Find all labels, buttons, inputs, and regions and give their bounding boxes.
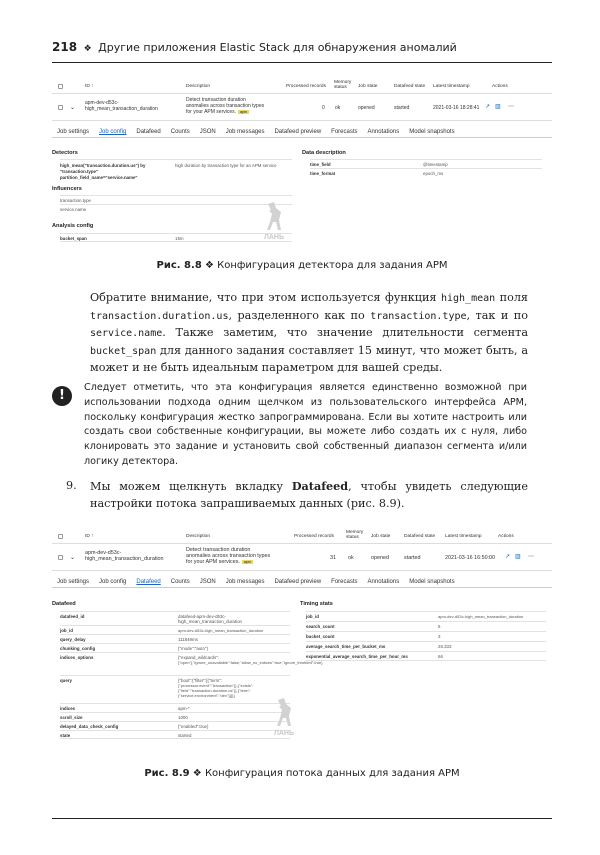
tab-job-messages[interactable]: Job messages bbox=[225, 579, 265, 585]
processed-records: 0 bbox=[322, 105, 325, 111]
analysis-config-title: Analysis config bbox=[52, 223, 94, 229]
datafeed-value: 1000 bbox=[178, 715, 188, 720]
data-desc-key: time_field bbox=[310, 162, 331, 167]
latest-timestamp: 2021-03-16 16:50:00 bbox=[445, 555, 496, 561]
data-desc-value: @timestamp bbox=[423, 162, 448, 167]
step-text bbox=[66, 478, 528, 512]
publisher-watermark bbox=[254, 200, 294, 241]
caption-label: Рис. 8.9 bbox=[144, 768, 190, 779]
caption-separator: ❖ bbox=[204, 260, 214, 271]
job-desc-line2: anomalies across transaction types bbox=[186, 553, 271, 559]
datafeed-value: datafeed-apm-dev-d53c- bbox=[178, 614, 227, 619]
analysis-value: 15m bbox=[175, 236, 184, 241]
column-job-state[interactable]: Job state bbox=[371, 534, 391, 539]
column-memory[interactable]: Memory status bbox=[334, 80, 352, 90]
chart-icon[interactable]: ↗ bbox=[485, 104, 491, 110]
datafeed-key: query_delay bbox=[60, 637, 86, 642]
job-desc-line2: anomalies across transaction types bbox=[186, 103, 265, 109]
explorer-icon[interactable]: ▥ bbox=[515, 554, 521, 560]
job-desc-line1: Detect transaction duration bbox=[186, 97, 246, 103]
timing-key: bucket_count bbox=[306, 634, 335, 639]
tab-job-settings[interactable]: Job settings bbox=[57, 579, 90, 585]
processed-records: 31 bbox=[330, 555, 336, 561]
tab-annotations[interactable]: Annotations bbox=[367, 129, 400, 135]
caption-separator: ❖ bbox=[192, 768, 202, 779]
job-state: opened bbox=[371, 555, 389, 561]
explorer-icon[interactable]: ▥ bbox=[495, 104, 501, 110]
para-text: . Также заметим, что значение длительности сегмента bbox=[162, 326, 528, 339]
table-row[interactable] bbox=[52, 95, 552, 121]
tab-json[interactable]: JSON bbox=[199, 129, 216, 135]
running-header bbox=[52, 40, 552, 62]
timing-key: search_count bbox=[306, 624, 335, 629]
chevron-down-icon[interactable]: ⌄ bbox=[70, 105, 76, 111]
deer-logo-icon bbox=[260, 200, 288, 232]
watermark-text: ЛАНЬ bbox=[263, 234, 285, 241]
detector-value: high duration by transaction type for an APM service bbox=[175, 163, 277, 168]
page-number: 218 bbox=[52, 40, 78, 54]
caption-text: Конфигурация потока данных для задания APM bbox=[204, 768, 460, 779]
timing-row bbox=[306, 651, 546, 661]
header-separator: ❖ bbox=[83, 44, 92, 54]
para-text: поля bbox=[495, 291, 528, 304]
datafeed-row bbox=[60, 675, 290, 703]
row-checkbox[interactable] bbox=[58, 105, 63, 110]
column-actions: Actions bbox=[492, 84, 508, 89]
datafeed-value: {"expand_wildcards": bbox=[178, 655, 219, 660]
datafeed-row bbox=[60, 703, 290, 712]
job-id-line2: high_mean_transaction_duration bbox=[85, 106, 158, 112]
job-desc-line1: Detect transaction duration bbox=[186, 547, 251, 553]
datafeed-state: started bbox=[394, 105, 410, 111]
more-actions-icon[interactable]: ⋯ bbox=[508, 104, 514, 110]
column-datafeed-state[interactable]: Datafeed state bbox=[404, 534, 436, 539]
code-inline: high_mean bbox=[440, 293, 496, 304]
datafeed-value: apm-* bbox=[178, 706, 190, 711]
footer-rule bbox=[52, 818, 552, 819]
memory-status: ok bbox=[335, 105, 341, 111]
apm-badge: apm bbox=[243, 560, 251, 564]
figure-8-9-screenshot bbox=[52, 528, 552, 758]
tab-forecasts[interactable]: Forecasts bbox=[331, 129, 358, 135]
figure-8-8-caption bbox=[52, 260, 552, 271]
memory-status: ok bbox=[348, 555, 354, 561]
data-desc-key: time_format bbox=[310, 171, 336, 176]
para-text: , так и по bbox=[466, 308, 528, 322]
column-description[interactable]: Description bbox=[186, 84, 210, 89]
detector-key-2: "transaction.type" bbox=[60, 169, 99, 174]
column-processed[interactable]: Processed records bbox=[294, 534, 334, 539]
figure-8-9-caption bbox=[52, 768, 552, 779]
datafeed-key: chunking_config bbox=[60, 646, 96, 651]
tab-model-snapshots[interactable]: Model snapshots bbox=[409, 129, 455, 135]
column-id[interactable]: ID ↑ bbox=[85, 534, 94, 539]
column-actions: Actions bbox=[498, 534, 514, 539]
tab-datafeed[interactable]: Datafeed bbox=[136, 129, 161, 135]
datafeed-key: job_id bbox=[60, 628, 73, 633]
job-tabs bbox=[52, 576, 552, 588]
latest-timestamp: 2021-03-16 18:28:41 bbox=[433, 105, 480, 111]
timing-value: 6 bbox=[438, 624, 441, 629]
tab-datafeed[interactable]: Datafeed bbox=[136, 579, 161, 585]
data-desc-row bbox=[310, 168, 542, 177]
datafeed-key: indices_options bbox=[60, 655, 94, 660]
jobs-table-header bbox=[52, 528, 552, 544]
code-inline: transaction.type bbox=[370, 310, 467, 322]
deer-logo-icon bbox=[270, 696, 298, 728]
publisher-watermark bbox=[264, 696, 304, 737]
job-id-line2: high_mean_transaction_duration bbox=[85, 556, 164, 562]
para-text: для данного задания составляет 15 минут, что может быть, а может и не быть идеальным параметром для вашей среды. bbox=[90, 343, 528, 374]
datafeed-title: Datafeed bbox=[52, 601, 76, 607]
datafeed-key: state bbox=[60, 733, 71, 738]
datafeed-row bbox=[60, 634, 290, 643]
timing-stats-title: Timing stats bbox=[300, 601, 333, 607]
datafeed-key: scroll_size bbox=[60, 715, 83, 720]
column-latest[interactable]: Latest timestamp bbox=[433, 84, 470, 89]
select-all-checkbox[interactable] bbox=[58, 84, 63, 89]
watermark-text: ЛАНЬ bbox=[273, 730, 295, 737]
tab-model-snapshots[interactable]: Model snapshots bbox=[409, 579, 455, 585]
job-tabs bbox=[52, 126, 552, 138]
datafeed-value-cont: ["open"],"ignore_unavailable":false,"allow_no_indices":true,"ignore_throttled":true} bbox=[178, 660, 323, 665]
column-description[interactable]: Description bbox=[186, 534, 210, 539]
body-paragraph bbox=[90, 290, 528, 377]
datafeed-value: {"mode":"auto"} bbox=[178, 646, 208, 651]
detectors-title: Detectors bbox=[52, 150, 78, 156]
datafeed-value: 111849ms bbox=[178, 637, 198, 642]
desc-line3-text: for your APM services. bbox=[186, 559, 240, 565]
select-all-checkbox[interactable] bbox=[58, 534, 63, 539]
data-desc-value: epoch_ms bbox=[423, 171, 444, 176]
tab-job-config[interactable]: Job config bbox=[99, 129, 127, 135]
timing-key: exponential_average_search_time_per_hour_ms bbox=[306, 654, 408, 659]
datafeed-key: datafeed_id bbox=[60, 614, 85, 619]
job-desc-line3 bbox=[186, 559, 253, 565]
datafeed-row bbox=[60, 652, 323, 675]
header-rule bbox=[52, 62, 552, 63]
timing-value: 66 bbox=[438, 654, 443, 659]
step-number: 9. bbox=[66, 479, 77, 492]
datafeed-key: delayed_data_check_config bbox=[60, 724, 119, 729]
tab-counts[interactable]: Counts bbox=[170, 579, 190, 585]
job-desc-line3 bbox=[186, 109, 249, 115]
datafeed-value: apm-dev-d53c-high_mean_transaction_duration bbox=[178, 628, 264, 633]
datafeed-row bbox=[60, 611, 290, 625]
warning-icon: ! bbox=[52, 386, 72, 406]
datafeed-value-cont: {"processor.event":"transaction"}},{"exists":{"field":"transaction.duration.us"}},{"term":{"service.environment":"dev"}}]}} bbox=[178, 683, 254, 698]
code-inline: service.name bbox=[90, 328, 163, 339]
tab-job-settings[interactable]: Job settings bbox=[57, 129, 90, 135]
column-datafeed-state[interactable]: Datafeed state bbox=[394, 84, 426, 89]
timing-key: job_id bbox=[306, 614, 319, 619]
datafeed-row bbox=[60, 721, 290, 730]
job-id-line1: apm-dev-d53c- bbox=[85, 550, 122, 556]
header-title: Другие приложения Elastic Stack для обнаружения аномалий bbox=[98, 41, 457, 54]
jobs-table-header bbox=[52, 78, 552, 94]
para-text: Обратите внимание, что при этом используется функция bbox=[90, 291, 441, 304]
datafeed-value: {"bool":{"filter":[{"term": bbox=[178, 678, 223, 683]
timing-value: 26.333 bbox=[438, 644, 452, 649]
datafeed-row bbox=[60, 730, 290, 739]
column-memory[interactable]: Memory status bbox=[346, 530, 364, 540]
timing-value: 3 bbox=[438, 634, 441, 639]
step-text-part: Мы можем щелкнуть вкладку bbox=[90, 480, 292, 493]
column-latest[interactable]: Latest timestamp bbox=[445, 534, 482, 539]
datafeed-key: indices bbox=[60, 706, 76, 711]
chart-icon[interactable]: ↗ bbox=[505, 554, 511, 560]
detector-row bbox=[60, 159, 292, 181]
column-processed[interactable]: Processed records bbox=[286, 84, 326, 89]
tab-job-config[interactable]: Job config bbox=[99, 579, 127, 585]
chevron-down-icon[interactable]: ⌄ bbox=[70, 555, 76, 561]
detector-key-3: partition_field_name="service.name" bbox=[60, 175, 138, 180]
tab-datafeed-preview[interactable]: Datafeed preview bbox=[274, 579, 322, 585]
data-description-title: Data description bbox=[302, 150, 346, 156]
figure-8-8-screenshot bbox=[52, 78, 552, 253]
detector-key-1: high_mean("transaction.duration.us") by bbox=[60, 163, 146, 168]
analysis-key: bucket_span bbox=[60, 236, 87, 241]
desc-line3-text: for your APM services. bbox=[186, 109, 237, 115]
note-text: Следует отметить, что эта конфигурация является единственно возможной при использовании подхода одним щелчком из пользовательского интерфейса APM, поскольку конфигурация жестко запрограммирована. Если вы хотите настроить или создать свои собственные конфигурации, вы можете либо создать их с нуля, либо клонировать это задание и установить свой собственный диапазон сегмента и/или логику детектора. bbox=[84, 382, 527, 467]
para-text: , разделенного как по bbox=[228, 308, 371, 322]
datafeed-row bbox=[60, 643, 290, 652]
datafeed-value: {"enabled":true} bbox=[178, 724, 209, 729]
job-state: opened bbox=[358, 105, 375, 111]
datafeed-row bbox=[60, 625, 290, 634]
datafeed-key: query bbox=[60, 678, 72, 683]
column-job-state[interactable]: Job state bbox=[358, 84, 378, 89]
step-text-part: , чтобы увидеть следующие настройки потока запрашиваемых данных (рис. 8.9). bbox=[90, 480, 529, 510]
timing-row bbox=[306, 631, 546, 641]
step-bold: Datafeed bbox=[291, 479, 349, 493]
list-item-step-9 bbox=[66, 478, 528, 512]
data-desc-row bbox=[310, 159, 542, 168]
datafeed-row bbox=[60, 712, 290, 721]
influencer-value: transaction.type bbox=[60, 198, 91, 203]
column-id[interactable]: ID ↑ bbox=[85, 84, 94, 89]
timing-value: apm-dev-d53c-high_mean_transaction_duration bbox=[438, 614, 524, 619]
tab-forecasts[interactable]: Forecasts bbox=[331, 579, 358, 585]
apm-badge: apm bbox=[240, 110, 248, 114]
tab-job-messages[interactable]: Job messages bbox=[225, 129, 265, 135]
code-inline: bucket_span bbox=[90, 345, 157, 357]
tab-datafeed-preview[interactable]: Datafeed preview bbox=[274, 129, 322, 135]
caption-label: Рис. 8.8 bbox=[156, 260, 202, 271]
datafeed-state: started bbox=[404, 555, 421, 561]
timing-key: average_search_time_per_bucket_ms bbox=[306, 644, 386, 649]
timing-row bbox=[306, 621, 546, 631]
row-checkbox[interactable] bbox=[58, 555, 63, 560]
tab-json[interactable]: JSON bbox=[199, 579, 216, 585]
influencer-value: service.name bbox=[60, 207, 87, 212]
code-inline: transaction.duration.us bbox=[90, 310, 229, 322]
datafeed-value-cont: high_mean_transaction_duration bbox=[178, 619, 242, 624]
table-row[interactable] bbox=[52, 545, 552, 571]
more-actions-icon[interactable]: ⋯ bbox=[528, 554, 534, 560]
caption-text: Конфигурация детектора для задания APM bbox=[217, 260, 448, 271]
tab-annotations[interactable]: Annotations bbox=[367, 579, 400, 585]
influencers-title: Influencers bbox=[52, 186, 82, 192]
job-id-line1: apm-dev-d53c- bbox=[85, 100, 119, 106]
timing-row bbox=[306, 611, 546, 621]
timing-row bbox=[306, 641, 546, 651]
tab-counts[interactable]: Counts bbox=[170, 129, 190, 135]
datafeed-value: started bbox=[178, 733, 192, 738]
